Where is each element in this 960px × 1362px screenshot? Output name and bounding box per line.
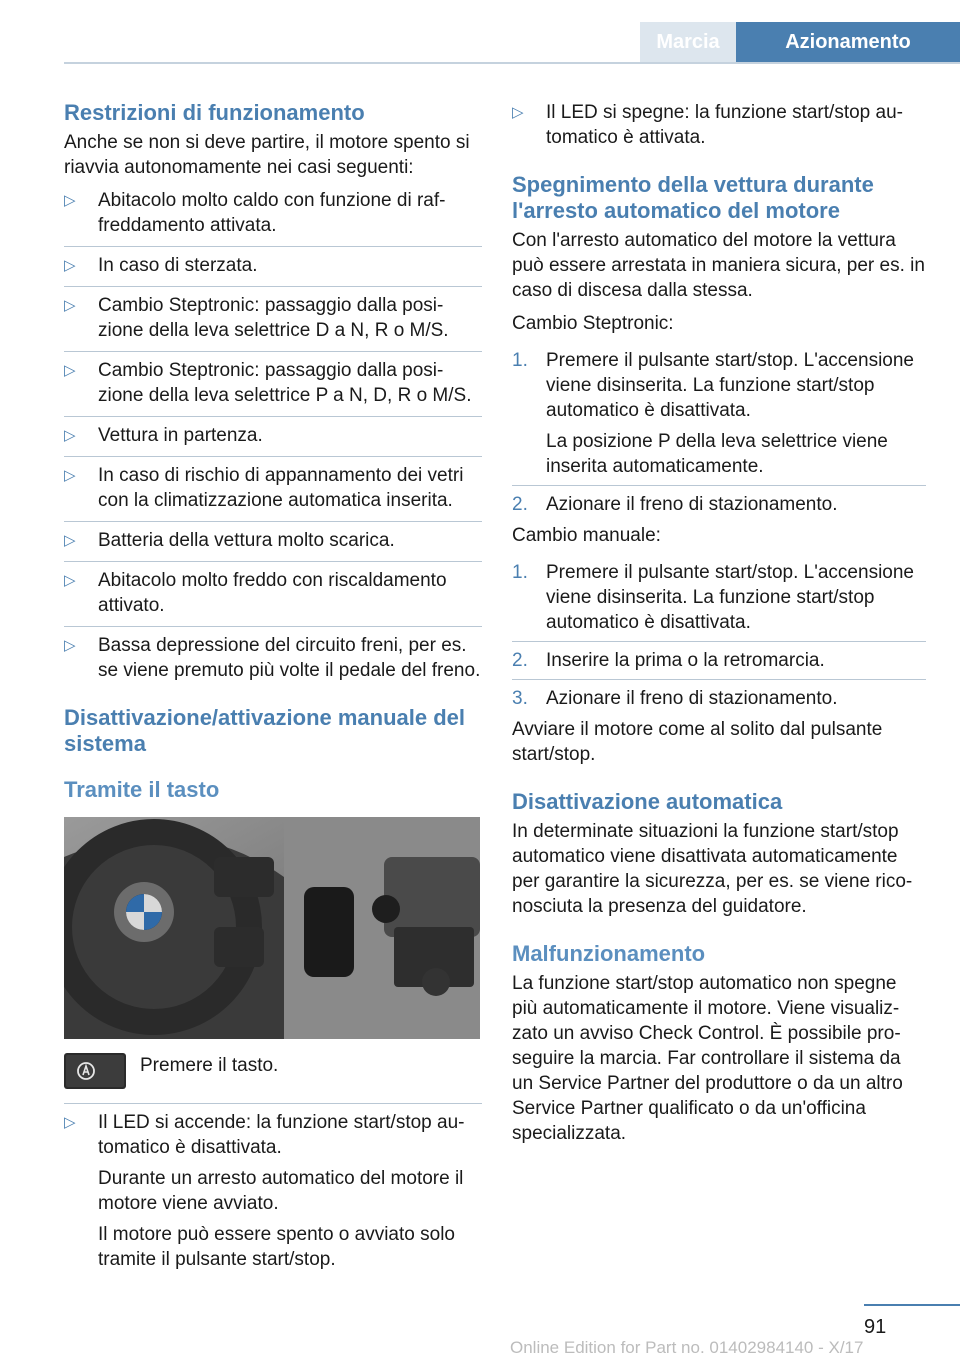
triangle-bullet-icon: ▷ [512, 104, 524, 121]
button-instruction [64, 1053, 482, 1089]
list-item: ▷ Il LED si spegne: la funzione start/stop automatico è attivata. [512, 102, 903, 148]
page-number: 91 [864, 1316, 887, 1338]
list-item: 1. Premere il pulsante start/stop. L'accensione viene disinserita. La funzione start/stop automatico è disattivata. [512, 562, 914, 633]
triangle-bullet-icon: ▷ [64, 467, 76, 484]
triangle-bullet-icon: ▷ [64, 572, 76, 589]
list-item: 1. Premere il pulsante start/stop. L'accensione viene disinserita. La funzione start/stop automatico è disattivata. La posizione P della leva selettrice viene inserita automaticamente. [512, 350, 914, 477]
triangle-bullet-icon: ▷ [64, 532, 76, 549]
triangle-bullet-icon: ▷ [64, 257, 76, 274]
list-item: ▷ Il LED si accende: la funzione start/stop automatico è disattivata. Durante un arresto automatico del motore il motore viene avviato. Il motore può essere spento o avviato solo tramite il pulsante start/stop. [64, 1103, 482, 1272]
led-off-list [512, 100, 926, 150]
triangle-bullet-icon: ▷ [64, 1114, 76, 1131]
list-item: 2. Inserire la prima o la retromarcia. [512, 641, 926, 673]
right-column [512, 100, 926, 1154]
list-item: ▷ Abitacolo molto caldo con funzione di raffreddamento attivata. [64, 190, 446, 236]
triangle-bullet-icon: ▷ [64, 362, 76, 379]
heading-switchoff: Spegnimento della vettura durante l'arresto automatico del motore [512, 172, 874, 223]
list-item: 2. Azionare il freno di stazionamento. [512, 485, 926, 517]
list-item: ▷ Bassa depressione del circuito freni, per es. se viene premuto più volte il pedale del freno. [64, 626, 482, 683]
left-column [64, 100, 482, 1280]
list-item: ▷ In caso di rischio di appannamento dei vetri con la climatizzazione automatica inserita. [64, 456, 482, 513]
triangle-bullet-icon: ▷ [64, 192, 76, 209]
heading-manual: Disattivazione/attivazione manuale del sistema [64, 705, 466, 756]
auto-off-text: In determinate situazioni la funzione start/stop automatico viene disattivata automaticamente per garantire la sicurezza, per es. se viene riconosciuta la presenza del guidatore. [512, 821, 913, 917]
switchoff-text: Con l'arresto automatico del motore la vettura può essere arrestata in maniera sicura, per es. in caso di discesa dalla stessa. [512, 230, 925, 301]
header-tab-section: Marcia [640, 22, 736, 62]
heading-malfunction: Malfunzionamento [512, 941, 706, 966]
steptronic-label: Cambio Steptronic: [512, 313, 674, 334]
restrictions-list [64, 188, 482, 683]
header-rule [64, 62, 960, 64]
malfunction-text: La funzione start/stop automatico non spegne più automaticamente il motore. Viene visualizzato un avviso Check Control. È possibile proseguire la marcia. Far controllare il sistema da un Service Partner del produttore o da un altro Service Partner qualificato o da un'officina specializzata. [512, 973, 903, 1144]
list-item: ▷ Abitacolo molto freddo con riscaldamento attivato. [64, 561, 482, 618]
footer-rule [864, 1304, 960, 1306]
triangle-bullet-icon: ▷ [64, 427, 76, 444]
list-item: 3. Azionare il freno di stazionamento. [512, 679, 926, 711]
steptronic-steps [512, 348, 926, 517]
press-button-text: Premere il tasto. [140, 1055, 279, 1076]
restart-text: Avviare il motore come al solito dal pulsante start/stop. [512, 719, 883, 765]
list-item: ▷ Vettura in partenza. [64, 416, 482, 448]
steering-wheel-photo [64, 817, 480, 1039]
heading-restrictions: Restrizioni di funzionamento [64, 100, 365, 125]
triangle-bullet-icon: ▷ [64, 297, 76, 314]
list-item: ▷ Cambio Steptronic: passaggio dalla posizione della leva selettrice P a N, D, R o M/S. [64, 351, 482, 408]
heading-button: Tramite il tasto [64, 777, 220, 802]
heading-auto-off: Disattivazione automatica [512, 789, 783, 814]
list-item: ▷ Cambio Steptronic: passaggio dalla posizione della leva selettrice D a N, R o M/S. [64, 286, 482, 343]
manual-label: Cambio manuale: [512, 525, 661, 546]
start-stop-off-button-icon [64, 1053, 126, 1089]
online-edition-note: Online Edition for Part no. 01402984140 - X/17 [510, 1338, 864, 1357]
header-tab-chapter: Azionamento [736, 22, 960, 62]
manual-steps [512, 560, 926, 711]
triangle-bullet-icon: ▷ [64, 637, 76, 654]
list-item: ▷ Batteria della vettura molto scarica. [64, 521, 482, 553]
led-on-list [64, 1103, 482, 1272]
list-item: ▷ In caso di sterzata. [64, 246, 482, 278]
restrictions-intro: Anche se non si deve partire, il motore spento si riavvia autonomamente nei casi seguenti: [64, 132, 470, 178]
